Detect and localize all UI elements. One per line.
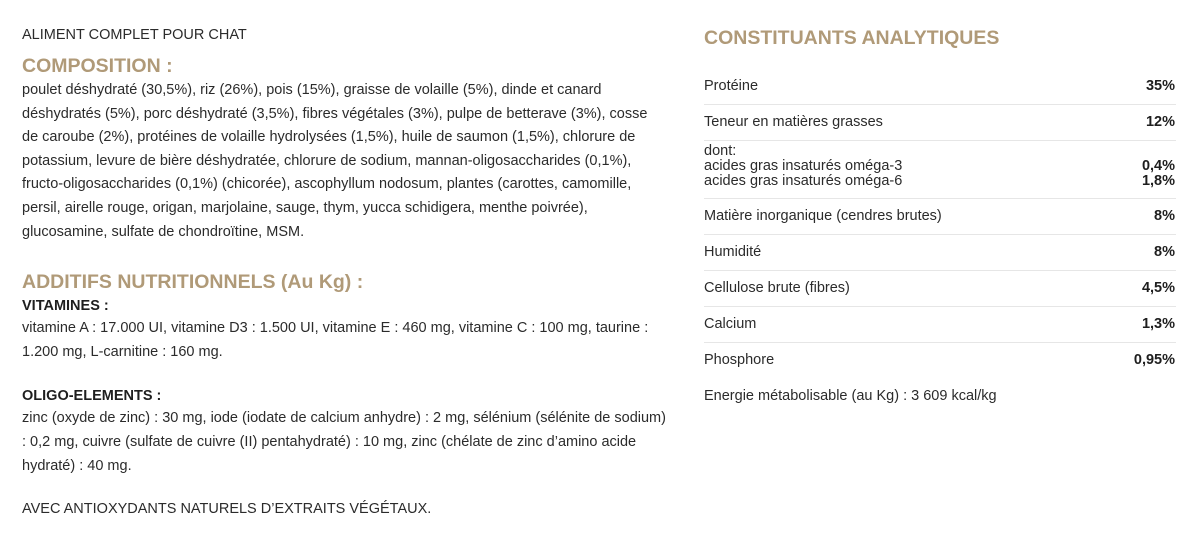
metabolisable-energy: Energie métabolisable (au Kg) : 3 609 kcal/kg: [704, 388, 997, 404]
vitamines-title: VITAMINES :: [22, 298, 109, 315]
analytical-constituents-title: CONSTITUANTS ANALYTIQUES: [704, 27, 1000, 49]
composition-title: COMPOSITION :: [22, 55, 173, 77]
constituent-label: Calcium: [704, 316, 757, 332]
constituent-value: 35%: [1145, 78, 1175, 94]
oligo-elements-title: OLIGO-ELEMENTS :: [22, 388, 162, 405]
omega6-value: 1,8%: [1141, 173, 1175, 189]
ingredients-column: [22, 26, 667, 518]
constituent-label: Phosphore: [704, 352, 775, 368]
constituent-row-fibre: [704, 271, 1176, 307]
additifs-title: ADDITIFS NUTRITIONNELS (Au Kg) :: [22, 271, 364, 294]
constituent-label: Protéine: [704, 78, 759, 94]
constituent-row-fat: [704, 105, 1176, 141]
product-type: ALIMENT COMPLET POUR CHAT: [22, 27, 247, 43]
constituent-value: 12%: [1145, 114, 1175, 130]
dont-label: dont:: [704, 143, 737, 159]
constituent-label: Humidité: [704, 244, 762, 260]
constituent-row-calcium: [704, 307, 1176, 343]
omega3-value: 0,4%: [1141, 158, 1175, 174]
vitamines-text: vitamine A : 17.000 UI, vitamine D3 : 1.500 UI, vitamine E : 460 mg, vitamine C : 100 mg, taurine : 1.200 mg, L-carnitine : 160 mg.: [22, 320, 649, 360]
composition-text: poulet déshydraté (30,5%), riz (26%), pois (15%), graisse de volaille (5%), dinde et canard déshydratés (5%), porc déshydraté (3,5%), fibres végétales (3%), pulpe de betterave (3%), cosse de caroube (2%), protéines de volaille hydrolysées (1,5%), huile de saumon (1,5%), chlorure de potassium, levure de bière déshydratée, chlorure de sodium, mannan-oligosaccharides (0,1%), fructo-oligosaccharides (0,1%) (chicorée), ascophyllum nodosum, plantes (carottes, camomille, persil, airelle rouge, origan, marjolaine, sauge, thym, yucca schidigera, menthe poivrée), glucosamine, sulfate de chondroïtine, MSM.: [22, 82, 648, 240]
constituent-row-protein: [704, 70, 1176, 105]
constituent-label: Matière inorganique (cendres brutes): [704, 208, 942, 224]
constituent-value: 4,5%: [1141, 280, 1175, 296]
constituent-row-fatty-acids: [704, 141, 1176, 199]
oligo-elements-text: zinc (oxyde de zinc) : 30 mg, iode (iodate de calcium anhydre) : 2 mg, sélénium (sélénite de sodium) : 0,2 mg, cuivre (sulfate de cuivre (II) pentahydraté) : 10 mg, zinc (chélate de zinc d’amino acide hydraté) : 40 mg.: [22, 410, 666, 474]
constituent-value: 0,95%: [1133, 352, 1175, 368]
constituent-label: Cellulose brute (fibres): [704, 280, 850, 296]
antioxydants-note: AVEC ANTIOXYDANTS NATURELS D’EXTRAITS VÉGÉTAUX.: [22, 501, 432, 518]
constituent-row-phosphorus: [704, 343, 1176, 378]
omega6-label: acides gras insaturés oméga-6: [704, 173, 903, 189]
constituent-row-ash: [704, 199, 1176, 235]
constituent-row-moisture: [704, 235, 1176, 271]
constituent-value: 1,3%: [1141, 316, 1175, 332]
constituent-value: 8%: [1154, 208, 1175, 224]
analytical-constituents-column: [704, 26, 1176, 405]
constituent-label: Teneur en matières grasses: [704, 114, 883, 130]
omega3-label: acides gras insaturés oméga-3: [704, 158, 903, 174]
constituent-value: 8%: [1154, 244, 1175, 260]
